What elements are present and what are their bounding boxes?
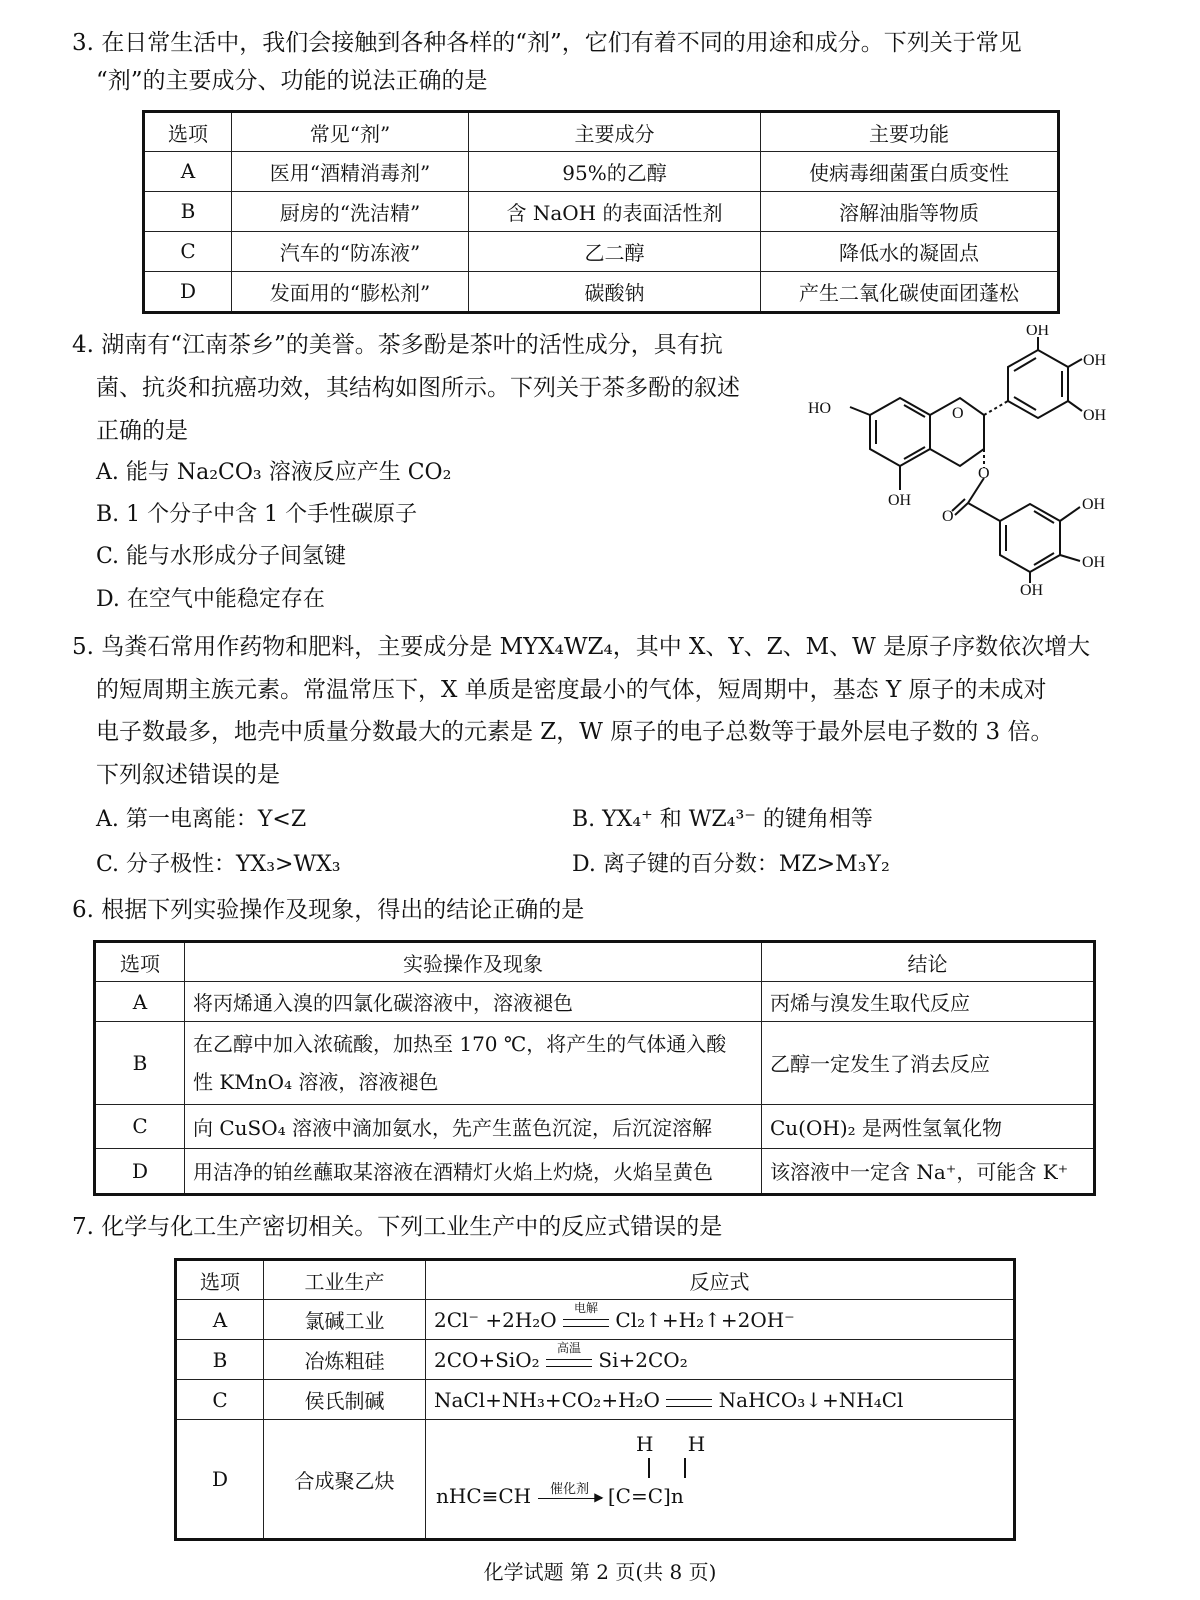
- q5-stem-line3: 电子数最多，地壳中质量分数最大的元素是 Z，W 原子的电子总数等于最外层电子数的 3 倍。: [96, 719, 1054, 745]
- q3-cell: 溶解油脂等物质: [761, 191, 1059, 231]
- q4-stem-line1: 4. 湖南有“江南茶乡”的美誉。茶多酚是茶叶的活性成分，具有抗: [72, 332, 723, 358]
- q3-cell: 碳酸钠: [469, 271, 761, 312]
- q3-header-agent: 常见“剂”: [232, 112, 469, 152]
- equation-right: [C=C]n: [607, 1484, 684, 1508]
- q4-option-a: A. 能与 Na₂CO₃ 溶液反应产生 CO₂: [96, 460, 452, 485]
- q3-cell: 汽车的“防冻液”: [232, 231, 469, 271]
- table-row: [176, 1340, 1015, 1380]
- struct-ho-left: HO: [808, 400, 832, 417]
- q6-cell-operation-line: 性 KMnO₄ 溶液，溶液褪色: [193, 1069, 439, 1094]
- equation-arrow: [546, 1341, 592, 1367]
- q3-cell: 95%的乙醇: [469, 152, 761, 192]
- equation-left: 2CO+SiO₂: [434, 1347, 540, 1372]
- equation-arrow: 催化剂 ▶: [538, 1496, 602, 1499]
- q3-cell: D: [144, 271, 232, 312]
- q7-header-option: 选项: [176, 1260, 264, 1300]
- q5-option-a: A. 第一电离能：Y<Z: [96, 807, 307, 832]
- q6-cell-operation: [185, 1022, 762, 1104]
- q7-table: [174, 1258, 1016, 1541]
- table-row: [144, 231, 1059, 271]
- q7-cell-equation: [426, 1340, 1015, 1380]
- q3-cell: 发面用的“膨松剂”: [232, 271, 469, 312]
- q6-cell-option: D: [95, 1148, 185, 1194]
- q3-stem-line2: “剂”的主要成分、功能的说法正确的是: [96, 68, 488, 94]
- q7-cell-equation: [426, 1300, 1015, 1340]
- q6-cell-option: B: [95, 1022, 185, 1104]
- tea-polyphenol-structure: [800, 325, 1110, 600]
- q7-cell-option: D: [176, 1420, 264, 1540]
- struct-oh-g2: OH: [1082, 554, 1106, 571]
- equation-arrow: [666, 1395, 712, 1407]
- q6-header-operation: 实验操作及现象: [185, 942, 762, 982]
- equation-left: NaCl+NH₃+CO₂+H₂O: [434, 1387, 660, 1412]
- q7-cell-industry: 冶炼粗硅: [264, 1340, 426, 1380]
- q5-option-b: B. YX₄⁺ 和 WZ₄³⁻ 的键角相等: [572, 807, 873, 832]
- table-row: [144, 271, 1059, 312]
- polymer-h-atoms: H H: [636, 1432, 720, 1456]
- q3-cell: B: [144, 191, 232, 231]
- equation-condition: 高温: [557, 1341, 582, 1355]
- q7-cell-equation: [426, 1420, 1015, 1540]
- page-footer: 化学试题 第 2 页(共 8 页): [483, 1560, 717, 1584]
- q7-cell-option: A: [176, 1300, 264, 1340]
- q7-header-industry: 工业生产: [264, 1260, 426, 1300]
- q5-option-c: C. 分子极性：YX₃>WX₃: [96, 852, 341, 877]
- q4-option-d: D. 在空气中能稳定存在: [96, 587, 325, 612]
- struct-oh-bottom: OH: [888, 492, 912, 509]
- q3-cell: 乙二醇: [469, 231, 761, 271]
- equation-right: NaHCO₃↓+NH₄Cl: [718, 1387, 904, 1412]
- q4-option-b: B. 1 个分子中含 1 个手性碳原子: [96, 502, 418, 527]
- q4-stem-line3: 正确的是: [96, 418, 188, 444]
- q3-cell: 医用“酒精消毒剂”: [232, 152, 469, 192]
- q3-cell: 降低水的凝固点: [761, 231, 1059, 271]
- q3-cell: 含 NaOH 的表面活性剂: [469, 191, 761, 231]
- equation-right: Cl₂↑+H₂↑+2OH⁻: [615, 1307, 795, 1332]
- struct-oh-g3: OH: [1020, 582, 1044, 599]
- table-row: [176, 1300, 1015, 1340]
- equation-arrow: [563, 1301, 609, 1327]
- table-row: [95, 982, 1095, 1022]
- q5-stem-line1: 5. 鸟粪石常用作药物和肥料，主要成分是 MYX₄WZ₄，其中 X、Y、Z、M、W 是原子序数依次增大: [72, 634, 1091, 660]
- equation-left: 2Cl⁻ +2H₂O: [434, 1307, 557, 1332]
- q6-header-conclusion: 结论: [762, 942, 1095, 982]
- q3-header-function: 主要功能: [761, 112, 1059, 152]
- table-row: [144, 152, 1059, 192]
- struct-oh-top: OH: [1026, 325, 1050, 339]
- struct-oh-b1: OH: [1083, 352, 1107, 369]
- q6-cell-option: C: [95, 1104, 185, 1148]
- struct-ester-o: O: [978, 465, 990, 482]
- table-row: [95, 1148, 1095, 1194]
- q6-cell-conclusion: 乙醇一定发生了消去反应: [762, 1022, 1095, 1104]
- q7-cell-option: B: [176, 1340, 264, 1380]
- q4-option-c: C. 能与水形成分子间氢键: [96, 544, 347, 569]
- q5-stem-line4: 下列叙述错误的是: [96, 762, 280, 788]
- equation-right: Si+2CO₂: [598, 1347, 688, 1372]
- table-row: [176, 1420, 1015, 1540]
- q7-cell-industry: 氯碱工业: [264, 1300, 426, 1340]
- table-row: [176, 1380, 1015, 1420]
- q6-cell-option: A: [95, 982, 185, 1022]
- q3-cell: 产生二氧化碳使面团蓬松: [761, 271, 1059, 312]
- q5-stem-line2: 的短周期主族元素。常温常压下，X 单质是密度最小的气体，短周期中，基态 Y 原子的未成对: [96, 677, 1047, 703]
- q6-cell-conclusion: Cu(OH)₂ 是两性氢氧化物: [762, 1104, 1095, 1148]
- q3-cell: 厨房的“洗洁精”: [232, 191, 469, 231]
- q5-option-d: D. 离子键的百分数：MZ>M₃Y₂: [572, 852, 890, 877]
- q6-cell-conclusion: 该溶液中一定含 Na⁺，可能含 K⁺: [762, 1148, 1095, 1194]
- q7-cell-industry: 侯氏制碱: [264, 1380, 426, 1420]
- q7-header-equation: 反应式: [426, 1260, 1015, 1300]
- struct-oh-g1: OH: [1082, 496, 1106, 513]
- struct-oh-b2: OH: [1083, 407, 1107, 424]
- polymer-bonds: [646, 1458, 706, 1478]
- q6-header-option: 选项: [95, 942, 185, 982]
- q3-cell: A: [144, 152, 232, 192]
- q6-table: [93, 940, 1096, 1196]
- q7-cell-option: C: [176, 1380, 264, 1420]
- q6-stem: 6. 根据下列实验操作及现象，得出的结论正确的是: [72, 897, 585, 923]
- q3-cell: 使病毒细菌蛋白质变性: [761, 152, 1059, 192]
- q3-header-option: 选项: [144, 112, 232, 152]
- q6-cell-conclusion: 丙烯与溴发生取代反应: [762, 982, 1095, 1022]
- q7-cell-industry: 合成聚乙炔: [264, 1420, 426, 1540]
- q6-cell-operation: 向 CuSO₄ 溶液中滴加氨水，先产生蓝色沉淀，后沉淀溶解: [185, 1104, 762, 1148]
- q3-table: [142, 110, 1060, 314]
- q3-cell: C: [144, 231, 232, 271]
- q6-cell-operation-line: 在乙醇中加入浓硫酸，加热至 170 ℃，将产生的气体通入酸: [193, 1031, 727, 1056]
- table-row: [95, 1022, 1095, 1104]
- table-row: [144, 191, 1059, 231]
- q4-stem-line2: 菌、抗炎和抗癌功效，其结构如图所示。下列关于茶多酚的叙述: [96, 375, 740, 401]
- equation-condition: 电解: [574, 1301, 599, 1315]
- q3-stem-line1: 3. 在日常生活中，我们会接触到各种各样的“剂”，它们有着不同的用途和成分。下列关于常见: [72, 30, 1022, 56]
- q6-cell-operation: 将丙烯通入溴的四氯化碳溶液中，溶液褪色: [185, 982, 762, 1022]
- struct-ring-o: O: [952, 405, 964, 422]
- equation-condition: 催化剂: [549, 1482, 589, 1497]
- equation-left: nHC≡CH: [436, 1484, 532, 1508]
- q3-header-component: 主要成分: [469, 112, 761, 152]
- q7-stem: 7. 化学与化工生产密切相关。下列工业生产中的反应式错误的是: [72, 1214, 723, 1240]
- q6-cell-operation: 用洁净的铂丝蘸取某溶液在酒精灯火焰上灼烧，火焰呈黄色: [185, 1148, 762, 1194]
- table-row: [95, 1104, 1095, 1148]
- struct-carbonyl-o: O: [942, 508, 954, 525]
- q7-cell-equation: [426, 1380, 1015, 1420]
